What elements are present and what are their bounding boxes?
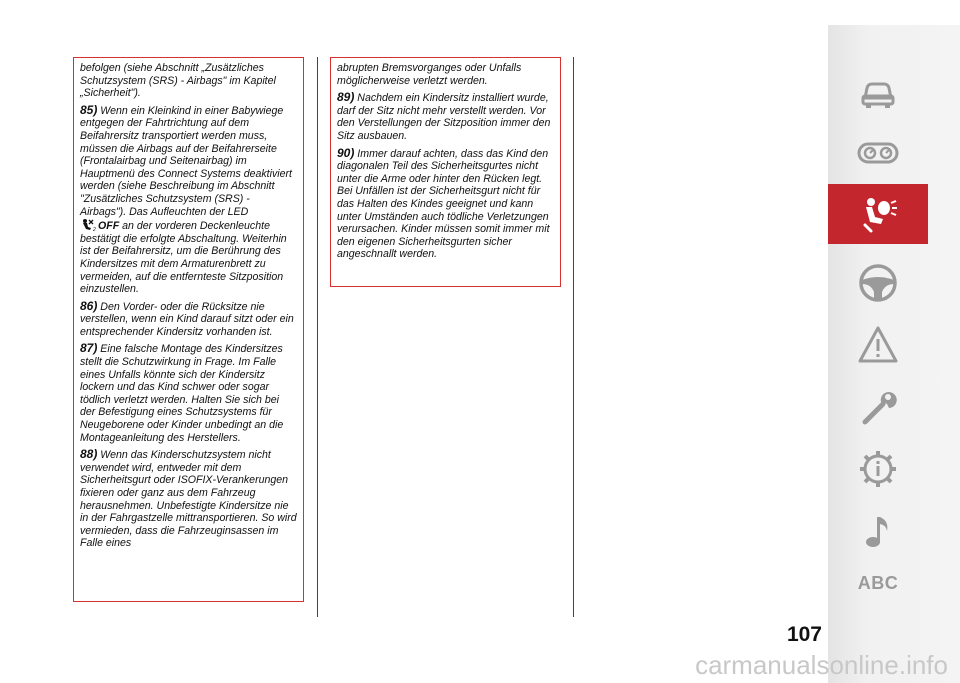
sidebar-item-maintenance[interactable] <box>828 377 928 437</box>
led-continuation-text: an der vorderen Deckenleuchte bestätigt die erfolgte Abschaltung. Weiterhin ist der Beifahrersitz, um die Berührung des Kindersitzes mit dem Armaturenbrett zu vermeiden, auf die entfernteste Sitzposition einzustellen. <box>80 220 287 296</box>
note-88 <box>80 448 297 550</box>
car-icon <box>857 72 899 114</box>
note-text: Wenn ein Kleinkind in einer Babywiege entgegen der Fahrtrichtung auf dem Beifahrersitz transportiert werden muss, müssen die Airbags auf der Beifahrerseite (Frontalairbag und Seitenairbag) im Hauptmenü des Connect Systems deaktiviert werden (siehe Beschreibung im Abschnitt "Zusätzliches Schutzsystem (SRS) - Airbags"). Das Aufleuchten der LED <box>80 104 292 218</box>
chapter-sidebar <box>828 25 960 683</box>
column-divider <box>573 57 574 617</box>
note-90 <box>337 147 554 261</box>
led-indicator-line <box>80 218 297 296</box>
dashboard-gauges-icon <box>857 132 899 174</box>
intro-text: abrupten Bremsvorganges oder Unfalls möglicherweise verletzt werden. <box>337 62 522 87</box>
led-off-label: OFF <box>98 220 120 233</box>
sidebar-item-driving[interactable] <box>828 253 928 313</box>
note-85 <box>80 104 297 296</box>
warning-notes-box-left <box>73 57 304 602</box>
note-number: 89) <box>337 90 355 105</box>
airbag-off-led-icon <box>80 218 98 231</box>
note-number: 85) <box>80 102 98 117</box>
note-89 <box>337 91 554 142</box>
abc-index-label: ABC <box>857 572 899 593</box>
intro-text: befolgen (siehe Abschnitt „Zusätzliches Schutzsystem (SRS) - Airbags" im Kapitel „Sicherheit"). <box>80 62 276 100</box>
sidebar-item-technical-data[interactable] <box>828 439 928 499</box>
page-number: 107 <box>786 623 822 646</box>
watermark: carmanualsonline.info <box>695 650 948 680</box>
warning-notes-box-right <box>330 57 561 287</box>
note-number: 90) <box>337 145 355 160</box>
note-text: Eine falsche Montage des Kindersitzes stellt die Schutzwirkung in Frage. Im Falle eines Unfalls könnte sich der Kindersitz lockern und das Kind schwer oder sogar tödlich verletzt werden. Halten Sie sich bei der Befestigung eines Schutzsystems für Neugeborene oder Kinder unbedingt an die Montageanleitung des Herstellers. <box>80 343 284 444</box>
warning-triangle-icon <box>857 324 899 366</box>
note-text: Den Vorder- oder die Rücksitze nie verstellen, wenn ein Kind darauf sitzt oder ein entsprechender Kindersitz vorhanden ist. <box>80 300 294 338</box>
sidebar-item-vehicle[interactable] <box>828 63 928 123</box>
note-text: Immer darauf achten, dass das Kind den diagonalen Teil des Sicherheitsgurtes nicht unter die Arme oder hinter den Rücken legt. Bei Unfällen ist der Sicherheitsgurt nicht für das Halten des Kindes geeignet und kann unter Umständen auch tödliche Verletzungen verursachen. Kinder müssen somit immer mit den eigenen Sicherheitsgurten sicher angeschnallt werden. <box>337 147 550 261</box>
note-86 <box>80 300 297 339</box>
wrench-icon <box>857 386 899 428</box>
airbag-passenger-icon <box>857 193 899 235</box>
column-divider <box>317 57 318 617</box>
note-87 <box>80 342 297 444</box>
sidebar-item-safety[interactable] <box>828 184 928 244</box>
sidebar-item-index[interactable] <box>828 553 928 613</box>
sidebar-item-emergency[interactable] <box>828 315 928 375</box>
steering-wheel-icon <box>857 262 899 304</box>
note-text: Nachdem ein Kindersitz installiert wurde, darf der Sitz nicht mehr verstellt werden. Vor den Verstellungen der Sitzposition immer den Sitz ausbauen. <box>337 92 551 142</box>
note-number: 87) <box>80 341 98 356</box>
note-number: 86) <box>80 298 98 313</box>
gear-info-icon <box>857 448 899 490</box>
sidebar-item-instruments[interactable] <box>828 123 928 183</box>
note-number: 88) <box>80 447 98 462</box>
svg-text:2: 2 <box>93 227 96 232</box>
note-text: Wenn das Kinderschutzsystem nicht verwendet wird, entweder mit dem Sicherheitsgurt oder ISOFIX-Verankerungen fixieren oder ganz aus dem Fahrzeug herausnehmen. Unbefestigte Kindersitze nie in der Fahrgastzelle mittransportieren. So wird vermieden, dass die Fahrzeuginsassen im Falle eines <box>80 449 297 550</box>
music-note-icon <box>857 511 899 553</box>
